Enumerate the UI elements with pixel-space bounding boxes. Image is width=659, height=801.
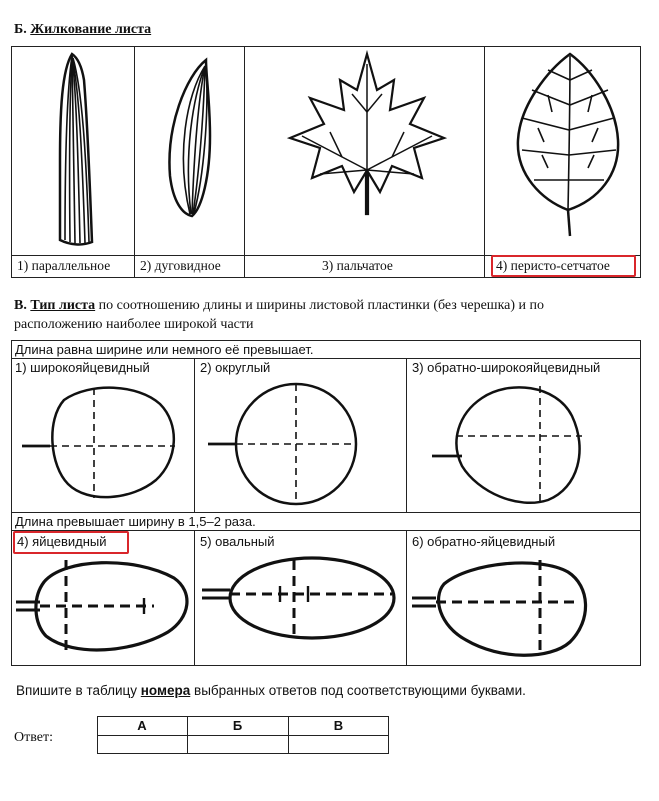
venation-option-1: 1) параллельное xyxy=(17,258,111,273)
shape-option-6: 6) обратно-яйцевидный xyxy=(412,534,556,549)
broad-ovate-leaf-icon xyxy=(20,380,190,510)
pinnate-leaf-icon xyxy=(508,50,628,240)
section-b-heading: Б. Жилкование листа xyxy=(14,22,152,37)
answer-col-a: А xyxy=(137,718,147,733)
section-v-heading: В. Тип листа по соотношению длины и ширины листовой пластинки (без черешка) и по расположению наиболее широкой части xyxy=(14,298,545,332)
shape-option-3: 3) обратно-широкояйцевидный xyxy=(412,360,601,375)
answer-col-b: Б xyxy=(232,718,243,733)
round-leaf-icon xyxy=(206,380,376,510)
venation-option-2: 2) дуговидное xyxy=(140,258,221,273)
group2-caption: Длина превышает ширину в 1,5–2 раза. xyxy=(15,514,256,529)
shape-option-2: 2) округлый xyxy=(200,360,271,375)
shape-option-1: 1) широкояйцевидный xyxy=(15,360,150,375)
obovate-leaf-icon xyxy=(410,552,600,662)
instruction: Впишите в таблицу номера выбранных ответов под соответствующими буквами. xyxy=(16,683,526,698)
palmate-leaf-icon xyxy=(282,52,452,222)
answer-cell-b[interactable] xyxy=(188,736,287,753)
parallel-leaf-icon xyxy=(48,50,108,250)
ovate-leaf-icon xyxy=(14,552,194,662)
venation-option-3: 3) пальчатое xyxy=(322,258,393,273)
answer-cell-v[interactable] xyxy=(289,736,388,753)
shape-option-5: 5) овальный xyxy=(200,534,275,549)
answer-cell-a[interactable] xyxy=(98,736,186,753)
answer-label: Ответ: xyxy=(14,730,53,745)
section-v-title: Тип листа xyxy=(30,298,96,313)
group1-caption: Длина равна ширине или немного её превышает. xyxy=(15,342,314,357)
venation-option-4: 4) перисто-сетчатое xyxy=(496,258,610,273)
shape-option-4: 4) яйцевидный xyxy=(17,534,107,549)
arcuate-leaf-icon xyxy=(156,56,226,222)
broad-obovate-leaf-icon xyxy=(422,380,592,510)
section-b-title: Жилкование листа xyxy=(30,22,152,37)
oval-leaf-icon xyxy=(200,552,400,652)
answer-col-v: В xyxy=(333,718,344,733)
